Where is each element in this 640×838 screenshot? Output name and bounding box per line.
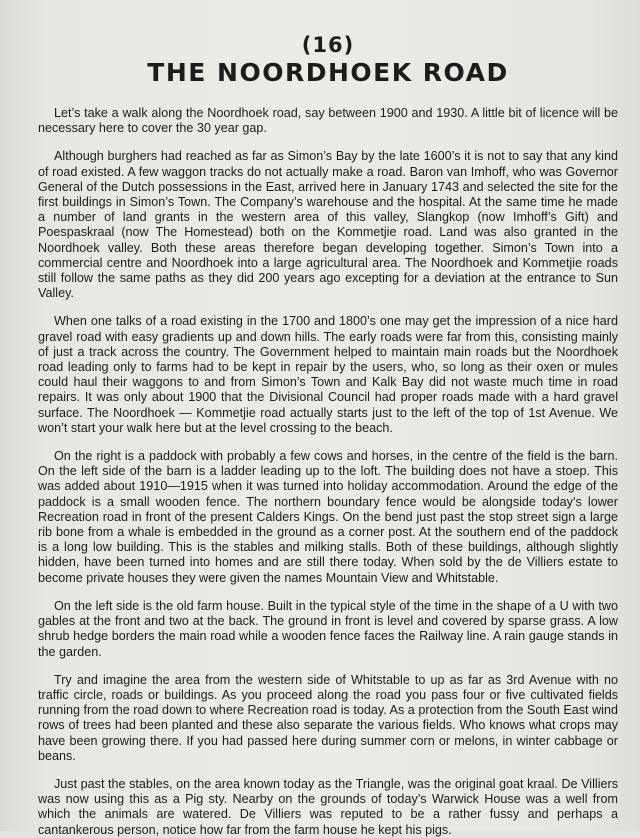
paragraph-1: Let’s take a walk along the Noordhoek road, say between 1900 and 1930. A little bit of licence will be necessary here to cover the 30 year gap. (38, 106, 618, 136)
paragraph-2: Although burghers had reached as far as Simon’s Bay by the late 1600’s it is not to say that any kind of road existed. A few waggon tracks do not actually make a road. Baron van Imhoff, who was Governor General of the Dutch possessions in the East, arrived here in January 1743 and selected the site for the first buildings in Simon’s Town. The Company’s warehouse and the hospital. At the same time he made a number of land grants in the western area of this valley, Slangkop (now Imhoff’s Gift) and Poespaskraal (now The Homestead) both on the Kommetjie road. Land was also granted in the Noordhoek valley. Both these areas therefore began developing together. Simon’s Town into a commercial centre and Noordhoek into a large agricultural area. The Noordhoek and Kommetjie roads still follow the same paths as they did 200 years ago excepting for a deviation at the entrance to Sun Valley. (38, 149, 618, 301)
paragraph-6: Try and imagine the area from the western side of Whitstable to up as far as 3rd Avenue with no traffic circle, roads or buildings. As you proceed along the road you pass four or five cultivated fields running from the road down to where Recreation road is today. As a protection from the South East wind rows of trees had been planted and these also separate the various fields. Who knows what crops may have been growing there. If you had passed here during summer corn or melons, in winter cabbage or beans. (38, 672, 618, 763)
paragraph-7: Just past the stables, on the area known today as the Triangle, was the original goat kraal. De Villiers was now using this as a Pig sty. Nearby on the grounds of today’s Warwick House was a well from which the animals are watered. De Villiers was reputed to be a rather fussy and perhaps a cantankerous person, notice how far from the farm house he kept his pigs. (38, 776, 618, 837)
page-title: THE NOORDHOEK ROAD (147, 58, 509, 87)
paragraph-5: On the left side is the old farm house. Built in the typical style of the time in the shape of a U with two gables at the front and two at the back. The ground in front is level and covered by sparse grass. A low shrub hedge borders the main road while a wooden fence faces the Railway line. A rain gauge stands in the garden. (38, 598, 618, 659)
paragraph-4: On the right is a paddock with probably a few cows and horses, in the centre of the field is the barn. On the left side of the barn is a ladder leading up to the loft. The building does not have a stoep. This was added about 1910—1915 when it was turned into holiday accommodation. Around the edge of the paddock is a small wooden fence. The northern boundary fence would be alongside today’s lower Recreation road in front of the present Calders Kings. On the bend just past the stop street sign a large rib bone from a whale is embedded in the ground as a corner post. At the southern end of the paddock is a long low building. This is the stables and milking stalls. Both of these buildings, although slightly hidden, have been turned into homes and are still there today. When sold by the de Villiers estate to become private houses they were given the names Mountain View and Whitstable. (38, 449, 618, 585)
body-text (38, 106, 618, 838)
chapter-number: (16) (301, 33, 355, 57)
paragraph-3: When one talks of a road existing in the 1700 and 1800’s one may get the impression of a nice hard gravel road with easy gradients up and down hills. The early roads were far from this, consisting mainly of just a track across the country. The Government helped to maintain main roads but the Noordhoek road leading only to farms had to be kept in repair by the users, who, so long as their oxen or mules could haul their waggons to and from Simon’s Town and Kalk Bay did not waste much time in road repairs. It was only about 1900 that the Divisional Council had proper roads made with a hard gravel surface. The Noordhoek — Kommetjie road actually starts just to the left of the top of 1st Avenue. We won’t start your walk here but at the level crossing to the beach. (38, 314, 618, 435)
